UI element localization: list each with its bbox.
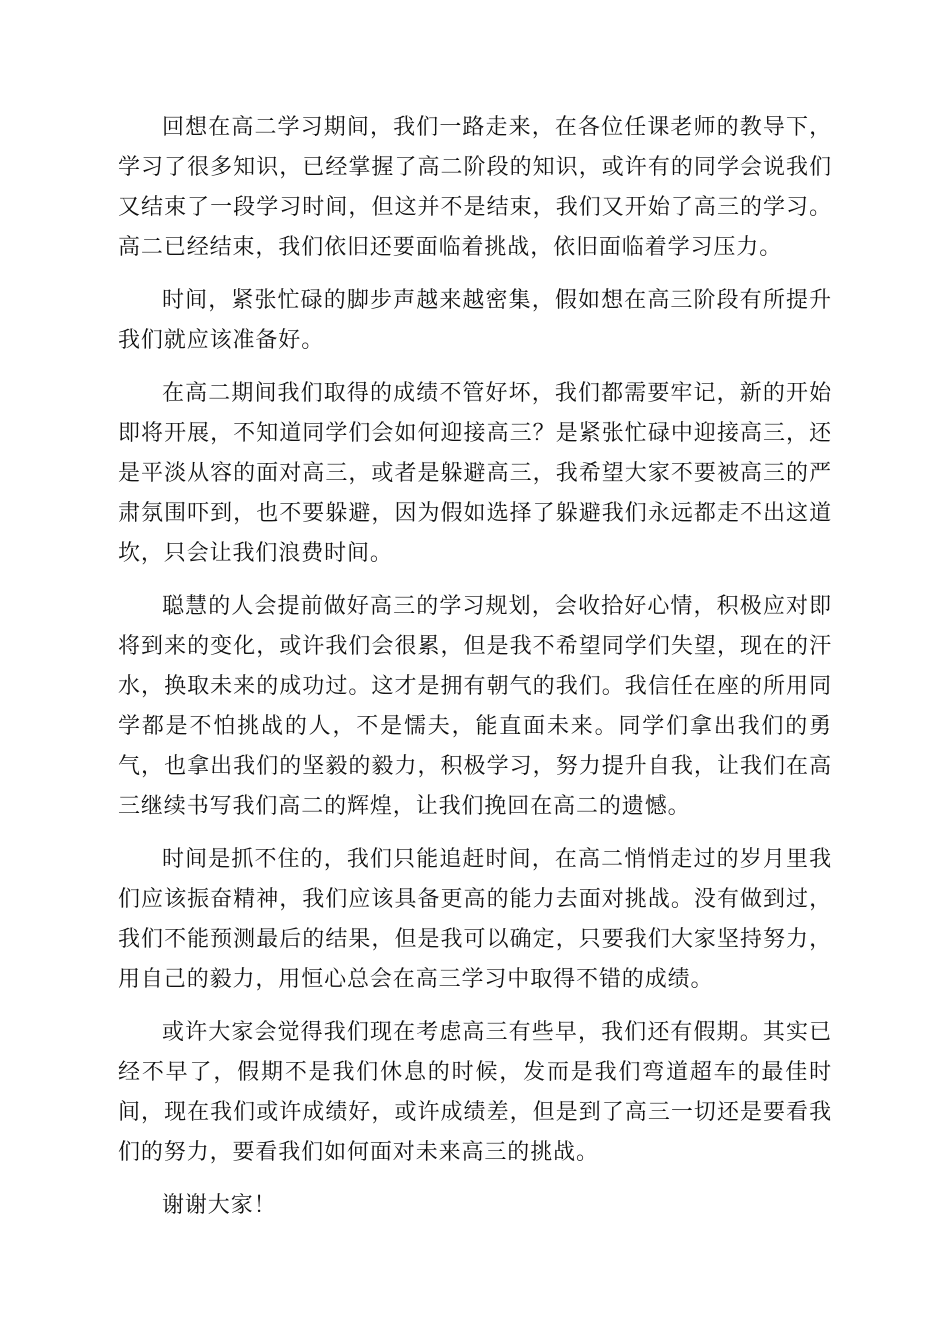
paragraph: 聪慧的人会提前做好高三的学习规划，会收拾好心情，积极应对即将到来的变化，或许我们会很累，但是我不希望同学们失望，现在的汗水，换取未来的成功过。这才是拥有朝气的我们。我信任在座的所用同学都是不怕挑战的人，不是懦夫，能直面未来。同学们拿出我们的勇气，也拿出我们的坚毅的毅力，积极学习，努力提升自我，让我们在高三继续书写我们高二的辉煌，让我们挽回在高二的遗憾。 xyxy=(118,594,832,819)
paragraph: 时间，紧张忙碌的脚步声越来越密集，假如想在高三阶段有所提升我们就应该准备好。 xyxy=(118,288,832,353)
paragraph: 时间是抓不住的，我们只能追赶时间，在高二悄悄走过的岁月里我们应该振奋精神，我们应该具备更高的能力去面对挑战。没有做到过，我们不能预测最后的结果，但是我可以确定，只要我们大家坚持努力，用自己的毅力，用恒心总会在高三学习中取得不错的成绩。 xyxy=(118,847,832,992)
paragraph: 或许大家会觉得我们现在考虑高三有些早，我们还有假期。其实已经不早了，假期不是我们休息的时候，发而是我们弯道超车的最佳时间，现在我们或许成绩好，或许成绩差，但是到了高三一切还是要看我们的努力，要看我们如何面对未来高三的挑战。 xyxy=(118,1020,832,1165)
paragraph: 回想在高二学习期间，我们一路走来，在各位任课老师的教导下，学习了很多知识，已经掌握了高二阶段的知识，或许有的同学会说我们又结束了一段学习时间，但这并不是结束，我们又开始了高三的学习。高二已经结束，我们依旧还要面临着挑战，依旧面临着学习压力。 xyxy=(118,115,832,260)
closing-line: 谢谢大家！ xyxy=(162,1193,277,1218)
document-body xyxy=(118,108,832,1239)
paragraph: 在高二期间我们取得的成绩不管好坏，我们都需要牢记，新的开始即将开展，不知道同学们会如何迎接高三？是紧张忙碌中迎接高三，还是平淡从容的面对高三，或者是躲避高三，我希望大家不要被高三的严肃氛围吓到，也不要躲避，因为假如选择了躲避我们永远都走不出这道坎，只会让我们浪费时间。 xyxy=(118,381,832,566)
